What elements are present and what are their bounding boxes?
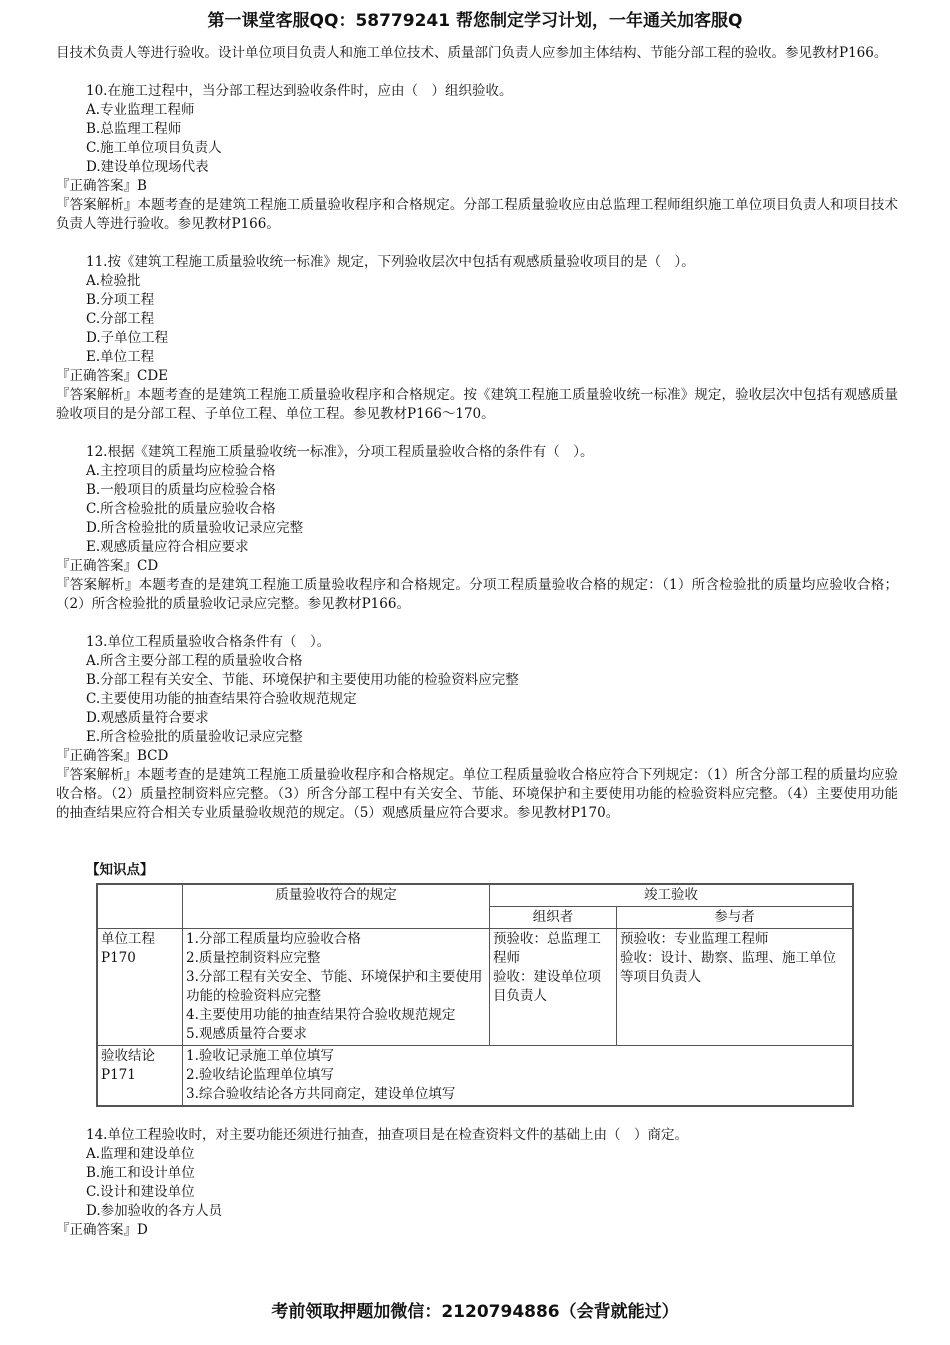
rule-item: 3.分部工程有关安全、节能、环境保护和主要使用功能的检验资料应完整 (186, 969, 483, 1004)
question-12 (56, 443, 898, 614)
row1-rules (183, 929, 490, 1046)
knowledge-title: 【知识点】 (86, 862, 154, 878)
option-b: B.施工和设计单位 (86, 1165, 195, 1181)
option-c: C.主要使用功能的抽查结果符合验收规范规定 (86, 691, 357, 707)
question-stem: 12.根据《建筑工程施工质量验收统一标准》，分项工程质量验收合格的条件有（ ）。 (86, 444, 594, 460)
correct-answer: 『正确答案』BCD (56, 748, 169, 764)
option-b: B.分部工程有关安全、节能、环境保护和主要使用功能的检验资料应完整 (86, 672, 519, 688)
knowledge-table (96, 883, 854, 1107)
participant-item: 预验收：专业监理工程师 (620, 931, 769, 947)
question-stem: 10.在施工过程中，当分部工程达到验收条件时，应由（ ）组织验收。 (86, 83, 513, 99)
option-a: A.专业监理工程师 (86, 102, 195, 118)
correct-answer: 『正确答案』CD (56, 558, 159, 574)
option-d: D.子单位工程 (86, 330, 169, 346)
correct-answer: 『正确答案』B (56, 178, 147, 194)
option-d: D.建设单位现场代表 (86, 159, 209, 175)
question-14 (56, 1126, 898, 1240)
question-10 (56, 82, 898, 234)
question-stem: 13.单位工程质量验收合格条件有（ ）。 (86, 634, 331, 650)
option-b: B.分项工程 (86, 292, 155, 308)
option-e: E.所含检验批的质量验收记录应完整 (86, 729, 303, 745)
question-13 (56, 633, 898, 823)
row1-participant (617, 929, 854, 1046)
col-header-organizer: 组织者 (490, 907, 617, 929)
option-d: D.观感质量符合要求 (86, 710, 209, 726)
answer-analysis: 『答案解析』本题考查的是建筑工程施工质量验收程序和合格规定。单位工程质量验收合格应符合下列规定：（1）所含分部工程的质量均应验收合格。（2）质量控制资料应完整。（3）所含分部工程中有关安全、节能、环境保护和主要使用功能的检验资料应完整。（4）主要使用功能的抽查结果应符合相关专业质量验收规范的规定。（5）观感质量应符合要求。参见教材P170。 (56, 767, 898, 821)
answer-analysis: 『答案解析』本题考查的是建筑工程施工质量验收程序和合格规定。按《建筑工程施工质量验收统一标准》规定，验收层次中包括有观感质量验收项目的是分部工程、子单位工程、单位工程。参见教材P166～170。 (56, 387, 898, 422)
col-header-participant: 参与者 (617, 907, 854, 929)
row1-organizer (490, 929, 617, 1046)
option-c: C.施工单位项目负责人 (86, 140, 222, 156)
option-e: E.单位工程 (86, 349, 155, 365)
rule-item: 3.综合验收结论各方共同商定，建设单位填写 (186, 1086, 456, 1102)
page-header: 第一课堂客服QQ：58779241 帮您制定学习计划，一年通关加客服Q (207, 11, 743, 31)
option-a: A.监理和建设单位 (86, 1146, 195, 1162)
rule-item: 5.观感质量符合要求 (186, 1026, 307, 1042)
option-a: A.所含主要分部工程的质量验收合格 (86, 653, 303, 669)
row-label-conclusion: 验收结论P171 (97, 1046, 183, 1107)
option-c: C.设计和建设单位 (86, 1184, 195, 1200)
option-a: A.检验批 (86, 273, 141, 289)
rule-item: 1.分部工程质量均应验收合格 (186, 931, 361, 947)
rule-item: 2.质量控制资料应完整 (186, 950, 321, 966)
answer-analysis: 『答案解析』本题考查的是建筑工程施工质量验收程序和合格规定。分部工程质量验收应由总监理工程师组织施工单位项目负责人和项目技术负责人等进行验收。参见教材P166。 (56, 197, 898, 232)
correct-answer: 『正确答案』D (56, 1222, 148, 1238)
option-e: E.观感质量应符合相应要求 (86, 539, 249, 555)
intro-paragraph: 目技术负责人等进行验收。设计单位项目负责人和施工单位技术、质量部门负责人应参加主体结构、节能分部工程的验收。参见教材P166。 (56, 45, 888, 61)
rule-item: 2.验收结论监理单位填写 (186, 1067, 334, 1083)
option-c: C.分部工程 (86, 311, 155, 327)
option-c: C.所含检验批的质量应验收合格 (86, 501, 276, 517)
page-footer: 考前领取押题加微信：2120794886（会背就能过） (271, 1302, 679, 1322)
question-11 (56, 253, 898, 424)
option-d: D.所含检验批的质量验收记录应完整 (86, 520, 304, 536)
rule-item: 4.主要使用功能的抽查结果符合验收规范规定 (186, 1007, 456, 1023)
correct-answer: 『正确答案』CDE (56, 368, 169, 384)
question-stem: 11.按《建筑工程施工质量验收统一标准》规定，下列验收层次中包括有观感质量验收项目的是（ ）。 (86, 254, 695, 270)
document-body (56, 44, 898, 1240)
col-header-rule: 质量验收符合的规定 (183, 884, 490, 929)
question-stem: 14.单位工程验收时，对主要功能还须进行抽查，抽查项目是在检查资料文件的基础上由（ ）商定。 (86, 1127, 688, 1143)
option-a: A.主控项目的质量均应检验合格 (86, 463, 276, 479)
rule-item: 1.验收记录施工单位填写 (186, 1048, 334, 1064)
organizer-item: 预验收：总监理工程师 (493, 931, 601, 966)
row-label-unit-project: 单位工程P170 (97, 929, 183, 1046)
row2-rules (183, 1046, 854, 1107)
col-header-completion: 竣工验收 (490, 884, 854, 907)
answer-analysis: 『答案解析』本题考查的是建筑工程施工质量验收程序和合格规定。分项工程质量验收合格的规定：（1）所含检验批的质量均应验收合格；（2）所含检验批的质量验收记录应完整。参见教材P166。 (56, 577, 898, 612)
option-b: B.一般项目的质量均应检验合格 (86, 482, 276, 498)
option-d: D.参加验收的各方人员 (86, 1203, 223, 1219)
corner-cell (97, 884, 183, 929)
participant-item: 验收：设计、勘察、监理、施工单位等项目负责人 (620, 950, 836, 985)
option-b: B.总监理工程师 (86, 121, 182, 137)
organizer-item: 验收：建设单位项目负责人 (493, 969, 601, 1004)
